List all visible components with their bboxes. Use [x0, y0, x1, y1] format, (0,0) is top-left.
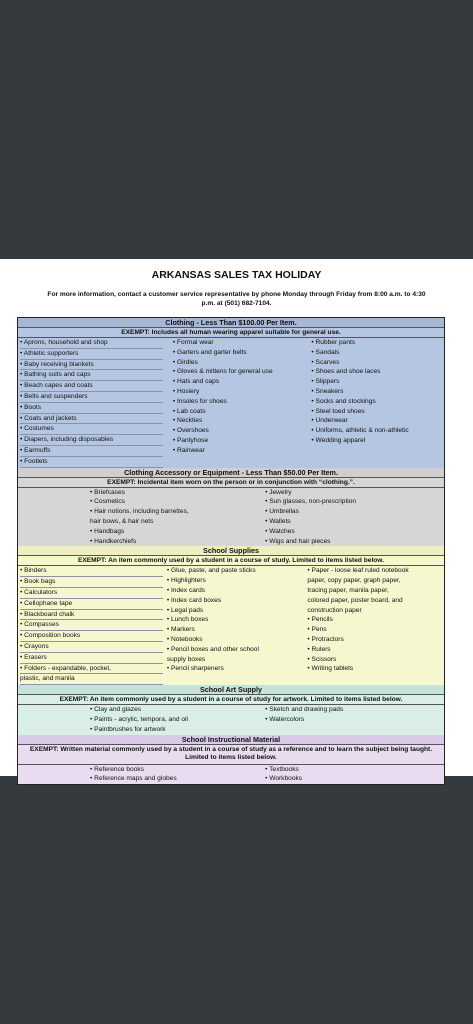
list-item: • Sun glasses, non-prescription — [265, 498, 357, 506]
list-item: • Underwear — [311, 417, 348, 425]
list-item: supply boxes — [166, 655, 206, 663]
list-item: • Footlets — [20, 457, 163, 468]
list-item: • Baby receiving blankets — [20, 360, 163, 371]
art-supply-header: School Art Supply — [18, 685, 444, 695]
document-title: ARKANSAS SALES TAX HOLIDAY — [151, 269, 322, 281]
list-item: • Slippers — [311, 378, 340, 386]
list-item: • Boots — [20, 403, 163, 414]
list-item: paper, copy paper, graph paper, — [307, 577, 401, 585]
list-item: • Composition books — [20, 631, 163, 642]
clothing-exempt-note: EXEMPT: Includes all human wearing apparel suitable for general use. — [18, 328, 444, 338]
list-item: • Diapers, including disposables — [20, 435, 163, 446]
list-item: • Writing tablets — [307, 665, 354, 673]
clothing-col1 — [18, 338, 163, 468]
list-item: • Cosmetics — [90, 498, 125, 506]
list-item: • Hair notions, including barrettes, — [90, 508, 189, 516]
list-item: • Pencil boxes and other school — [166, 645, 259, 653]
list-item: • Wedding apparel — [311, 436, 366, 444]
list-item: • Neckties — [172, 417, 203, 425]
list-item: • Coats and jackets — [20, 414, 163, 425]
list-item: • Rulers — [307, 645, 331, 653]
list-item: • Briefcases — [90, 488, 125, 496]
list-item: • Rainwear — [172, 446, 205, 454]
list-item: • Reference maps and globes — [90, 775, 177, 783]
list-item: colored paper, poster board, and — [307, 596, 403, 604]
school-supplies-header: School Supplies — [18, 546, 444, 556]
list-item: • Lab coats — [172, 407, 206, 415]
list-item: • Crayons — [20, 642, 163, 653]
school-col2 — [163, 566, 304, 685]
list-item: • Legal pads — [166, 606, 204, 614]
accessory-section — [18, 468, 444, 547]
list-item: • Notebooks — [166, 635, 203, 643]
list-item: • Steel toed shoes — [311, 407, 365, 415]
list-item: • Markers — [166, 626, 195, 634]
instructional-header: School Instructional Material — [18, 735, 444, 745]
art-col1 — [18, 705, 265, 734]
list-item: • Protractors — [307, 635, 344, 643]
clothing-col2 — [163, 338, 304, 468]
art-supply-exempt-note: EXEMPT: An item commonly used by a student in a course of study for artwork. Limited to items listed below. — [18, 695, 444, 705]
list-item: • Wigs and hair pieces — [265, 537, 331, 545]
list-item: • Scissors — [307, 655, 337, 663]
list-item: construction paper — [307, 606, 362, 614]
list-item: • Hats and caps — [172, 378, 220, 386]
list-item: • Formal wear — [172, 339, 214, 346]
school-supplies-exempt-note: EXEMPT: An item commonly used by a student in a course of study. Limited to items listed below. — [18, 556, 444, 566]
list-item: • Index card boxes — [166, 596, 222, 604]
list-item: • Paints - acrylic, tempora, and oil — [90, 715, 188, 723]
list-item: • Binders — [20, 566, 163, 577]
list-item: • Watercolors — [265, 715, 305, 723]
accessory-header: Clothing Accessory or Equipment - Less Than $50.00 Per Item. — [18, 468, 444, 478]
list-item: • Pencils — [307, 616, 333, 624]
list-item: • Folders - expandable, pocket, — [20, 664, 163, 675]
list-item: • Gloves & mittens for general use — [172, 368, 273, 376]
school-supplies-section — [18, 546, 444, 685]
list-item: • Calculators — [20, 588, 163, 599]
list-item: • Wallets — [265, 517, 291, 525]
list-item: • Cellophane tape — [20, 599, 163, 610]
contact-info: For more information, contact a customer service representative by phone Monday through Friday from 8:00 a.m. to 4:30 p.m. at (501) 682-7104. — [47, 291, 426, 307]
list-item: • Bathing suits and caps — [20, 370, 163, 381]
list-item: • Highlighters — [166, 577, 206, 585]
list-item: • Scarves — [311, 358, 340, 366]
list-item: • Sandals — [311, 348, 340, 356]
list-item: • Insoles for shoes — [172, 397, 227, 405]
list-item: plastic, and manila — [20, 674, 163, 685]
list-item: • Reference books — [90, 765, 144, 773]
list-item: • Jewelry — [265, 488, 292, 496]
list-item: • Textbooks — [265, 765, 299, 773]
list-item: • Paper - loose leaf ruled notebook — [307, 567, 409, 575]
list-item: • Costumes — [20, 424, 163, 435]
list-item: • Umbrellas — [265, 508, 299, 516]
school-col3 — [303, 566, 444, 685]
list-item: • Beach capes and coats — [20, 381, 163, 392]
accessory-col2 — [265, 488, 444, 547]
clothing-header: Clothing - Less Than $100.00 Per Item. — [18, 318, 444, 328]
list-item: • Book bags — [20, 577, 163, 588]
tax-holiday-document — [0, 259, 473, 783]
list-item: • Earmuffs — [20, 446, 163, 457]
list-item: • Erasers — [20, 653, 163, 664]
list-item: • Index cards — [166, 586, 206, 594]
clothing-col3 — [303, 338, 444, 468]
list-item: hair bows, & hair nets — [90, 517, 154, 525]
list-item: • Clay and glazes — [90, 706, 142, 714]
list-item: • Paintbrushes for artwork — [90, 725, 166, 733]
list-item: • Shoes and shoe laces — [311, 368, 381, 376]
list-item: • Rubber pants — [311, 339, 356, 346]
exemption-table — [17, 317, 445, 785]
list-item: • Workbooks — [265, 775, 303, 783]
instructional-col1 — [18, 765, 265, 785]
list-item: • Socks and stockings — [311, 397, 376, 405]
instructional-section — [18, 735, 444, 785]
list-item: • Aprons, household and shop — [20, 338, 163, 349]
list-item: • Pencil sharpeners — [166, 665, 224, 673]
accessory-exempt-note: EXEMPT: Incidental item worn on the person or in conjunction with “clothing.”. — [18, 478, 444, 488]
list-item: tracing paper, manila paper, — [307, 586, 389, 594]
list-item: • Glue, paste, and paste sticks — [166, 567, 256, 575]
list-item: • Girdles — [172, 358, 198, 366]
list-item: • Uniforms, athletic & non-athletic — [311, 427, 409, 435]
list-item: • Garters and garter belts — [172, 348, 247, 356]
list-item: • Belts and suspenders — [20, 392, 163, 403]
list-item: • Watches — [265, 527, 295, 535]
list-item: • Pantyhose — [172, 436, 209, 444]
list-item: • Overshoes — [172, 427, 209, 435]
instructional-exempt-note: EXEMPT: Written material commonly used by a student in a course of study as a reference and to learn the subject being taught. Limited to items listed below. — [18, 745, 444, 765]
list-item: • Lunch boxes — [166, 616, 209, 624]
list-item: • Hosiery — [172, 387, 200, 395]
list-item: • Sketch and drawing pads — [265, 706, 344, 714]
accessory-col1 — [18, 488, 265, 547]
list-item: • Handkerchiefs — [90, 537, 137, 545]
clothing-section — [18, 318, 444, 468]
art-col2 — [265, 705, 444, 734]
list-item: • Pens — [307, 626, 327, 634]
instructional-col2 — [265, 765, 444, 785]
list-item: • Athletic supporters — [20, 349, 163, 360]
list-item: • Handbags — [90, 527, 125, 535]
art-supply-section — [18, 685, 444, 734]
list-item: • Blackboard chalk — [20, 610, 163, 621]
list-item: • Sneakers — [311, 387, 344, 395]
school-col1 — [18, 566, 163, 685]
list-item: • Compasses — [20, 620, 163, 631]
